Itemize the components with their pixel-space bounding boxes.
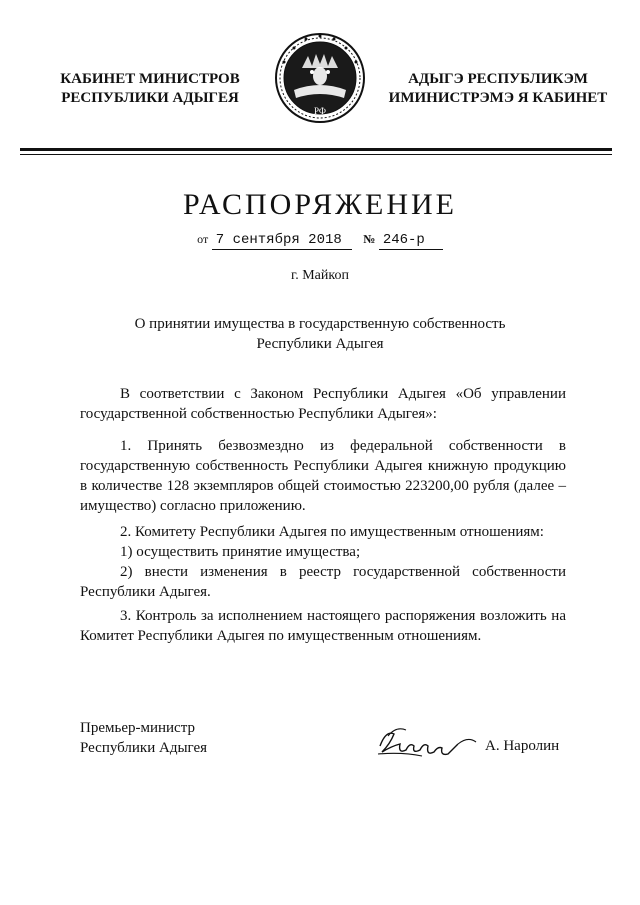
coat-of-arms-emblem [272, 28, 368, 132]
signatory-position-line2: Республики Адыгея [80, 740, 208, 756]
item-2-heading: 2. Комитету Республики Адыгея по имущественным отношениям: [120, 524, 544, 540]
body-paragraph-preamble: В соответствии с Законом Республики Адыгея «Об управлении государственной собственностью Республики Адыгея»: [80, 386, 566, 422]
document-title: РАСПОРЯЖЕНИЕ [182, 188, 458, 221]
body-paragraph-item-3: 3. Контроль за исполнением настоящего распоряжения возложить на Комитет Республики Адыгея по имущественным отношениям. [80, 608, 566, 644]
subject-line1: О принятии имущества в государственную собственность [134, 316, 506, 332]
number-prefix: № [363, 232, 376, 246]
header-right [388, 70, 608, 108]
document-date: 7 сентября 2018 [212, 232, 352, 250]
subject-line2: Республики Адыгея [256, 336, 384, 352]
header-left-line2: РЕСПУБЛИКИ АДЫГЕЯ [61, 90, 239, 106]
date-prefix: от [197, 232, 209, 246]
document-number: 246-р [379, 232, 443, 250]
header-right-line1: АДЫГЭ РЕСПУБЛИКЭМ [408, 71, 588, 87]
handwritten-signature [372, 716, 484, 772]
item-2-subitem-2: 2) внести изменения в реестр государственной собственности Республики Адыгея. [80, 564, 566, 600]
header-divider-thin [20, 154, 612, 155]
date-number-line [0, 232, 640, 250]
header-divider-thick [20, 148, 612, 151]
body-paragraph-item-2 [80, 522, 566, 602]
document-subject [100, 314, 540, 354]
document-city: г. Майкоп [291, 268, 349, 283]
item-2-subitem-1: 1) осуществить принятие имущества; [120, 544, 361, 560]
header-left [50, 70, 250, 108]
signatory-position-line1: Премьер-министр [80, 720, 195, 736]
signatory-name: А. Наролин [485, 738, 560, 754]
signatory-position [80, 718, 207, 758]
header-right-line2: ИМИНИСТРЭМЭ Я КАБИНЕТ [388, 90, 608, 106]
body-paragraph-item-1: 1. Принять безвозмездно из федеральной собственности в государственную собственность Республики Адыгея книжную продукцию в количестве 128 экземпляров общей стоимостью 223200,00 рубля (далее – имущество) согласно приложению. [80, 438, 566, 514]
emblem-letters: РФ [314, 106, 326, 116]
header-left-line1: КАБИНЕТ МИНИСТРОВ [60, 71, 240, 87]
